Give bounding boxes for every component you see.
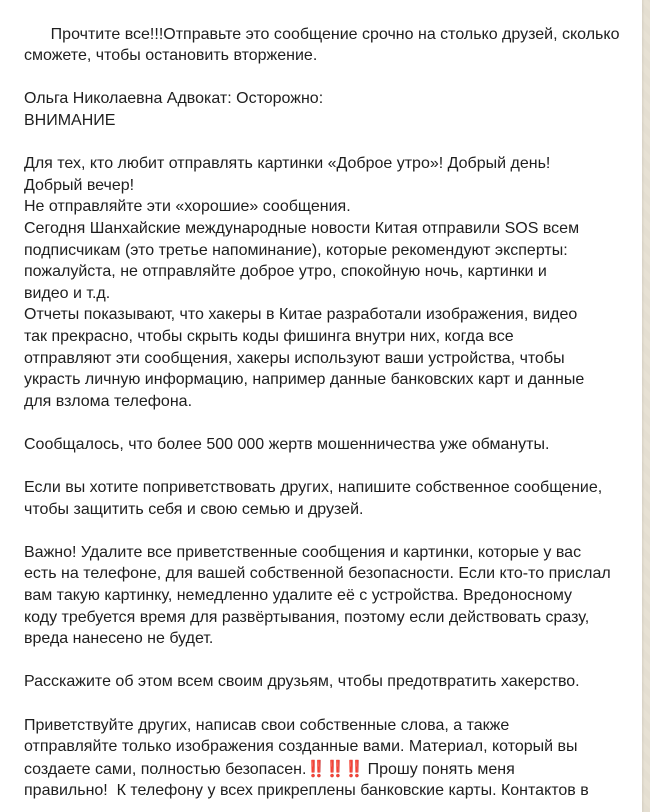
- message-text: [24, 2, 634, 812]
- double-exclamation-emoji-1: ‼️: [306, 758, 326, 778]
- message-line-emoji-start: создаете сами, полностью безопасен.: [24, 760, 307, 778]
- double-exclamation-emoji-3: ‼️: [344, 758, 364, 778]
- message-line-emoji-end: Прошу понять меня: [363, 760, 515, 778]
- double-exclamation-emoji-2: ‼️: [325, 758, 345, 778]
- message-body: Прочтите все!!!Отправьте это сообщение срочно на столько друзей, сколько сможете, чтобы остановить вторжение. Ольга Николаевна Адвокат: Осторожно: ВНИМАНИЕ Для тех, кто любит отправлять картинки «Доброе утро»! Добрый день! Добрый вечер! Не отправляйте эти «хорошие» сообщения. Сегодня Шанхайские международные новости Китая отправили SOS всем подписчикам (это третье напоминание), которые рекомендуют эксперты: пожалуйста, не отправляйте доброе утро, спокойную ночь, картинки и видео и т.д. Отчеты показывают, что хакеры в Китае разработали изображения, видео так прекрасно, чтобы скрыть коды фишинга внутри них, когда все отправляют эти сообщения, хакеры используют ваши устройства, чтобы украсть личную информацию, например данные банковских карт и данные для взлома телефона. Сообщалось, что более 500 000 жертв мошенничества уже обмануты. Если вы хотите поприветствовать других, напишите собственное сообщение, чтобы защитить себя и свою семью и друзей. Важно! Удалите все приветственные сообщения и картинки, которые у вас есть на телефоне, для вашей собственной безопасности. Если кто-то прислал вам такую картинку, немедленно удалите её с устройства. Вредоносному коду требуется время для развёртывания, поэтому если действовать сразу, вреда нанесено не будет. Расскажите об этом всем своим друзьям, чтобы предотвратить хакерство. Приветствуйте других, написав свои собственные слова, а также отправляйте только изображения созданные вами. Материал, который вы: [24, 25, 620, 756]
- message-tail: правильно! К телефону у всех прикреплены банковские карты. Контактов в: [24, 782, 589, 800]
